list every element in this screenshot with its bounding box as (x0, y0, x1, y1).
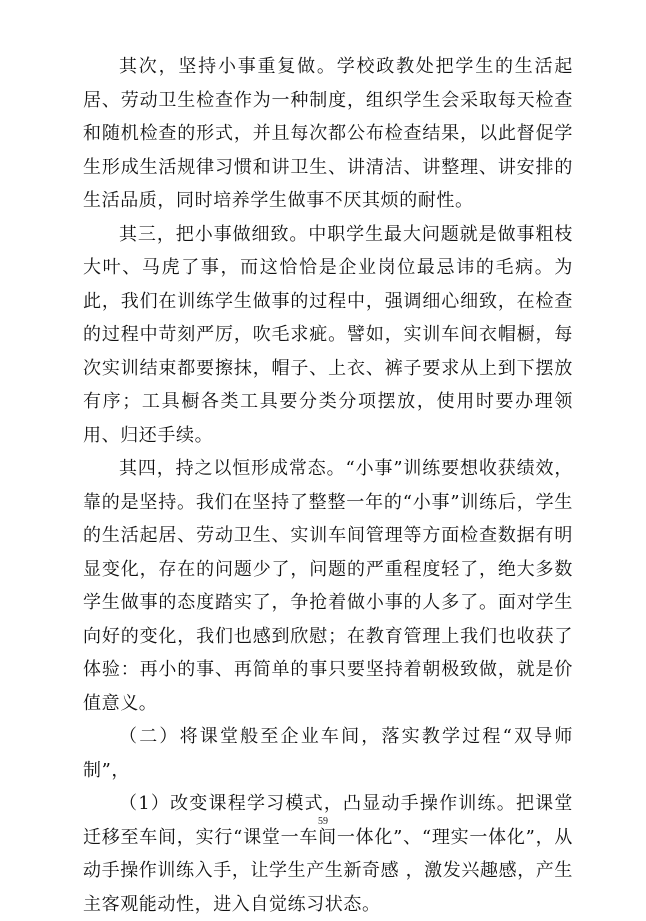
page-number: 59 (318, 816, 328, 827)
body-text (83, 50, 573, 921)
paragraph-course-mode: （1）改变课程学习模式，凸显动手操作训练。把课堂迁移至车间，实行“课堂一车间一体化”、“理实一体化”，从动手操作训练入手，让学生产生新奇感 ，激发兴趣感，产生主客观能动性，进入自觉练习状态。 (83, 793, 573, 915)
paragraph-persist-repetition: 其次，坚持小事重复做。学校政教处把学生的生活起居、劳动卫生检查作为一种制度，组织学生会采取每天检查和随机检查的形式，并且每次都公布检查结果，以此督促学生形成生活规律习惯和讲卫生、讲清洁、讲整理、讲安排的生活品质，同时培养学生做事不厌其烦的耐性。 (83, 56, 573, 211)
paragraph-perseverance: 其四，持之以恒形成常态。“小事”训练要想收获绩效，靠的是坚持。我们在坚持了整整一年的“小事”训练后，学生的生活起居、劳动卫生、实训车间管理等方面检查数据有明显变化，存在的问题少了，问题的严重程度轻了，绝大多数学生做事的态度踏实了，争抢着做小事的人多了。面对学生向好的变化，我们也感到欣慰；在教育管理上我们也收获了体验：再小的事、再简单的事只要坚持着朝极致做，就是价值意义。 (83, 458, 573, 714)
paragraph-meticulous: 其三，把小事做细致。中职学生最大问题就是做事粗枝大叶、马虎了事，而这恰恰是企业岗位最忌讳的毛病。为此，我们在训练学生做事的过程中，强调细心细致，在检查的过程中苛刻严厉，吹毛求疵。譬如，实训车间衣帽橱，每次实训结束都要擦抹，帽子、上衣、裤子要求从上到下摆放有序；工具橱各类工具要分类分项摆放，使用时要办理领用、归还手续。 (83, 223, 573, 446)
section-heading-workshop: （二）将课堂般至企业车间，落实教学过程“双导师制”， (83, 726, 573, 781)
